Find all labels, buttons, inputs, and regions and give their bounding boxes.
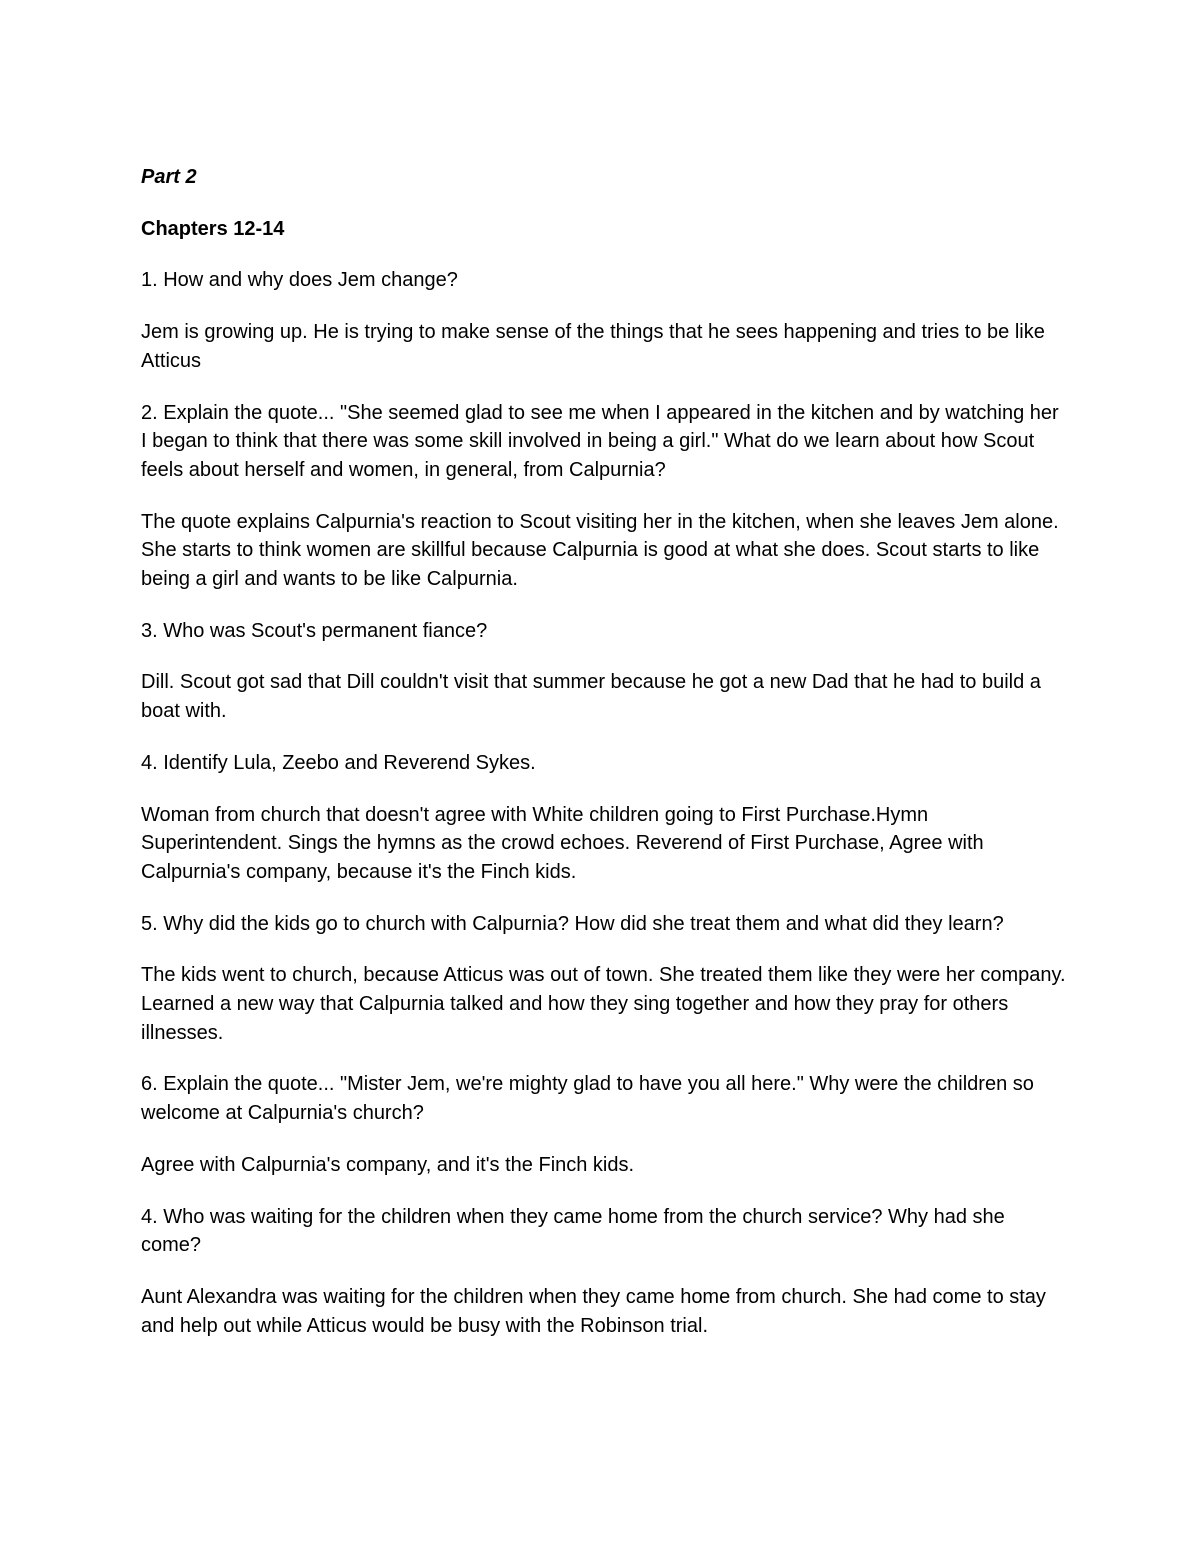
question-7: 4. Who was waiting for the children when they came home from the church service? Why had she come? [141, 1205, 1005, 1257]
chapters-title: Chapters 12-14 [141, 217, 285, 240]
answer-5: The kids went to church, because Atticus was out of town. She treated them like they were her company. Learned a new way that Calpurnia talked and how they sing together and how they pray for others illnesses. [141, 964, 1066, 1044]
answer-7: Aunt Alexandra was waiting for the children when they came home from church. She had come to stay and help out while Atticus would be busy with the Robinson trial. [141, 1285, 1046, 1337]
answer-6: Agree with Calpurnia's company, and it's the Finch kids. [141, 1153, 635, 1176]
part-title: Part 2 [141, 166, 197, 188]
question-2: 2. Explain the quote... "She seemed glad to see me when I appeared in the kitchen and by watching her I began to think that there was some skill involved in being a girl." What do we learn about how Scout feels about herself and women, in general, from Calpurnia? [141, 401, 1059, 481]
question-5: 5. Why did the kids go to church with Calpurnia? How did she treat them and what did they learn? [141, 912, 1004, 935]
question-1: 1. How and why does Jem change? [141, 269, 458, 292]
document-body [141, 163, 1066, 1340]
answer-4: Woman from church that doesn't agree with White children going to First Purchase.Hymn Superintendent. Sings the hymns as the crowd echoes. Reverend of First Purchase, Agree with Calpurnia's company, because it's the Finch kids. [141, 803, 984, 883]
answer-3: Dill. Scout got sad that Dill couldn't visit that summer because he got a new Dad that he had to build a boat with. [141, 671, 1041, 723]
question-4: 4. Identify Lula, Zeebo and Reverend Sykes. [141, 751, 536, 774]
question-3: 3. Who was Scout's permanent fiance? [141, 619, 488, 642]
answer-2: The quote explains Calpurnia's reaction to Scout visiting her in the kitchen, when she leaves Jem alone. She starts to think women are skillful because Calpurnia is good at what she does. Scout starts to like being a girl and wants to be like Calpurnia. [141, 510, 1059, 591]
question-6: 6. Explain the quote... "Mister Jem, we're mighty glad to have you all here." Why were the children so welcome at Calpurnia's church? [141, 1073, 1034, 1125]
answer-1: Jem is growing up. He is trying to make sense of the things that he sees happening and tries to be like Atticus [141, 321, 1045, 372]
